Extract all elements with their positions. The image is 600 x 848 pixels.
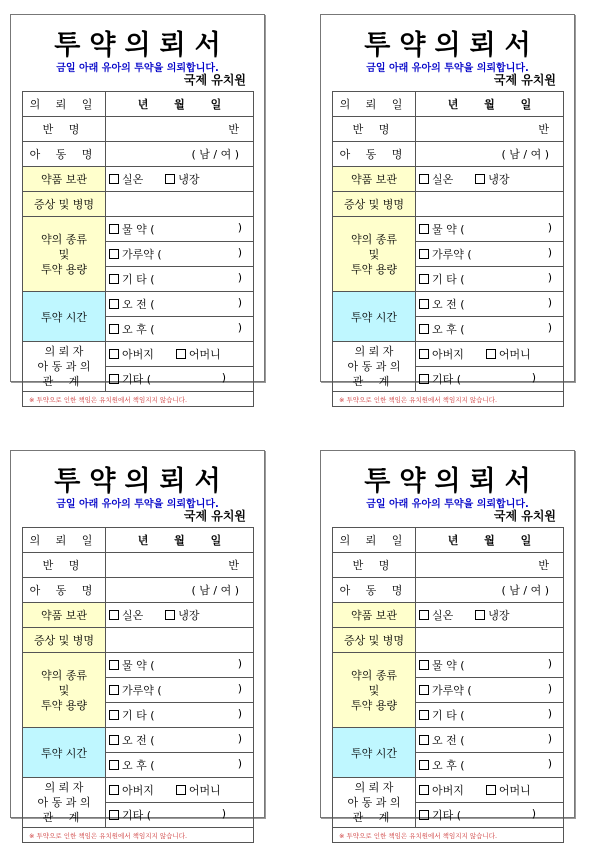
storage-options [416, 167, 564, 192]
checkbox-icon [419, 710, 429, 720]
checkbox-icon [419, 299, 429, 309]
child-name-label: 아 동 명 [333, 142, 416, 167]
medication-request-form-4 [320, 450, 575, 840]
relation-label: 의 뢰 자 아 동 과 의 관 계 [23, 342, 106, 392]
checkbox-icon [176, 349, 186, 359]
relation-label: 의 뢰 자 아 동 과 의 관 계 [333, 778, 416, 828]
checkbox-icon [109, 785, 119, 795]
relation-other-option[interactable]: 기타 ( ) [416, 803, 564, 828]
checkbox-icon [109, 374, 119, 384]
checkbox-icon [109, 760, 119, 770]
checkbox-icon [419, 374, 429, 384]
time-am-option[interactable]: 오 전 ( ) [106, 292, 254, 317]
checkbox-icon [109, 710, 119, 720]
storage-options [416, 603, 564, 628]
relation-father-option[interactable]: 아버지 [419, 346, 464, 362]
relation-parent-options [416, 778, 564, 803]
class-label: 반 명 [23, 117, 106, 142]
checkbox-icon [109, 735, 119, 745]
relation-mother-option[interactable]: 어머니 [176, 346, 221, 362]
time-label: 투약 시간 [333, 292, 416, 342]
checkbox-icon [419, 785, 429, 795]
form-subtitle: 금일 아래 유아의 투약을 의뢰합니다. [56, 63, 219, 74]
footnote: ※ 투약으로 인한 책임은 유치원에서 책임지지 않습니다. [23, 392, 254, 407]
relation-other-option[interactable]: 기타 ( ) [416, 367, 564, 392]
storage-fridge-option[interactable]: 냉장 [475, 607, 509, 623]
med-type-label: 약의 종류 및 투약 용량 [23, 217, 106, 292]
checkbox-icon [109, 810, 119, 820]
checkbox-icon [419, 249, 429, 259]
time-label: 투약 시간 [23, 728, 106, 778]
request-date-label: 의 뢰 일 [333, 92, 416, 117]
checkbox-icon [109, 685, 119, 695]
child-name-field[interactable]: ( 남 / 여 ) [106, 578, 254, 603]
med-liquid-option[interactable]: 물 약 ( ) [416, 217, 564, 242]
time-pm-option[interactable]: 오 후 ( ) [106, 753, 254, 778]
symptom-field[interactable] [106, 192, 254, 217]
checkbox-icon [165, 174, 175, 184]
child-name-label: 아 동 명 [23, 142, 106, 167]
kindergarten-name: 국제 유치원 [493, 73, 556, 87]
time-pm-option[interactable]: 오 후 ( ) [416, 753, 564, 778]
medication-request-form-3 [10, 450, 265, 840]
symptom-label: 증상 및 병명 [23, 192, 106, 217]
symptom-label: 증상 및 병명 [333, 628, 416, 653]
storage-label: 약품 보관 [23, 167, 106, 192]
checkbox-icon [109, 249, 119, 259]
storage-room-temp-option[interactable]: 실온 [419, 171, 453, 187]
checkbox-icon [165, 610, 175, 620]
med-type-label: 약의 종류 및 투약 용량 [23, 653, 106, 728]
checkbox-icon [109, 274, 119, 284]
child-name-field[interactable]: ( 남 / 여 ) [416, 578, 564, 603]
symptom-label: 증상 및 병명 [333, 192, 416, 217]
checkbox-icon [109, 660, 119, 670]
checkbox-icon [176, 785, 186, 795]
time-am-option[interactable]: 오 전 ( ) [106, 728, 254, 753]
class-label: 반 명 [333, 117, 416, 142]
checkbox-icon [109, 610, 119, 620]
request-table [22, 527, 254, 843]
relation-label: 의 뢰 자 아 동 과 의 관 계 [23, 778, 106, 828]
relation-parent-options [416, 342, 564, 367]
form-subtitle: 금일 아래 유아의 투약을 의뢰합니다. [56, 499, 219, 510]
relation-father-option[interactable]: 아버지 [419, 782, 464, 798]
checkbox-icon [419, 274, 429, 284]
class-field[interactable]: 반 [106, 117, 254, 142]
storage-label: 약품 보관 [23, 603, 106, 628]
checkbox-icon [419, 760, 429, 770]
class-label: 반 명 [23, 553, 106, 578]
checkbox-icon [419, 810, 429, 820]
footnote: ※ 투약으로 인한 책임은 유치원에서 책임지지 않습니다. [333, 828, 564, 843]
med-powder-option[interactable]: 가루약 ( ) [416, 242, 564, 267]
med-type-label: 약의 종류 및 투약 용량 [333, 653, 416, 728]
med-liquid-option[interactable]: 물 약 ( ) [106, 653, 254, 678]
med-powder-option[interactable]: 가루약 ( ) [106, 242, 254, 267]
form-subtitle: 금일 아래 유아의 투약을 의뢰합니다. [366, 499, 529, 510]
storage-room-temp-option[interactable]: 실온 [109, 171, 143, 187]
checkbox-icon [109, 349, 119, 359]
storage-room-temp-option[interactable]: 실온 [419, 607, 453, 623]
request-table [332, 527, 564, 843]
kindergarten-name: 국제 유치원 [493, 509, 556, 523]
checkbox-icon [419, 349, 429, 359]
relation-label: 의 뢰 자 아 동 과 의 관 계 [333, 342, 416, 392]
storage-label: 약품 보관 [333, 603, 416, 628]
storage-label: 약품 보관 [333, 167, 416, 192]
child-name-field[interactable]: ( 남 / 여 ) [416, 142, 564, 167]
med-liquid-option[interactable]: 물 약 ( ) [416, 653, 564, 678]
checkbox-icon [419, 324, 429, 334]
storage-room-temp-option[interactable]: 실온 [109, 607, 143, 623]
request-date-label: 의 뢰 일 [23, 92, 106, 117]
child-name-label: 아 동 명 [333, 578, 416, 603]
checkbox-icon [419, 735, 429, 745]
medication-request-form-2 [320, 14, 575, 404]
relation-mother-option[interactable]: 어머니 [486, 346, 531, 362]
storage-fridge-option[interactable]: 냉장 [165, 607, 199, 623]
symptom-label: 증상 및 병명 [23, 628, 106, 653]
form-subtitle: 금일 아래 유아의 투약을 의뢰합니다. [366, 63, 529, 74]
time-label: 투약 시간 [333, 728, 416, 778]
checkbox-icon [109, 174, 119, 184]
request-date-label: 의 뢰 일 [333, 528, 416, 553]
med-other-option[interactable]: 기 타 ( ) [106, 703, 254, 728]
checkbox-icon [475, 610, 485, 620]
med-powder-option[interactable]: 가루약 ( ) [416, 678, 564, 703]
med-powder-option[interactable]: 가루약 ( ) [106, 678, 254, 703]
checkbox-icon [486, 349, 496, 359]
class-field[interactable]: 반 [106, 553, 254, 578]
checkbox-icon [109, 224, 119, 234]
request-table [22, 91, 254, 407]
class-field[interactable]: 반 [416, 117, 564, 142]
checkbox-icon [419, 660, 429, 670]
checkbox-icon [475, 174, 485, 184]
med-type-label: 약의 종류 및 투약 용량 [333, 217, 416, 292]
checkbox-icon [486, 785, 496, 795]
relation-father-option[interactable]: 아버지 [109, 346, 154, 362]
relation-father-option[interactable]: 아버지 [109, 782, 154, 798]
time-am-option[interactable]: 오 전 ( ) [416, 292, 564, 317]
storage-fridge-option[interactable]: 냉장 [165, 171, 199, 187]
checkbox-icon [109, 299, 119, 309]
relation-mother-option[interactable]: 어머니 [176, 782, 221, 798]
symptom-field[interactable] [416, 192, 564, 217]
symptom-field[interactable] [106, 628, 254, 653]
footnote: ※ 투약으로 인한 책임은 유치원에서 책임지지 않습니다. [333, 392, 564, 407]
request-table [332, 91, 564, 407]
storage-fridge-option[interactable]: 냉장 [475, 171, 509, 187]
time-am-option[interactable]: 오 전 ( ) [416, 728, 564, 753]
med-other-option[interactable]: 기 타 ( ) [416, 267, 564, 292]
request-date-field[interactable]: 년 월 일 [416, 528, 564, 553]
storage-options [106, 603, 254, 628]
checkbox-icon [419, 174, 429, 184]
relation-other-option[interactable]: 기타 ( ) [106, 367, 254, 392]
request-date-field[interactable]: 년 월 일 [106, 92, 254, 117]
form-title: 투약의뢰서 [54, 30, 230, 61]
med-other-option[interactable]: 기 타 ( ) [416, 703, 564, 728]
checkbox-icon [109, 324, 119, 334]
time-pm-option[interactable]: 오 후 ( ) [416, 317, 564, 342]
checkbox-icon [419, 610, 429, 620]
time-label: 투약 시간 [23, 292, 106, 342]
request-date-field[interactable]: 년 월 일 [416, 92, 564, 117]
kindergarten-name: 국제 유치원 [183, 509, 246, 523]
med-liquid-option[interactable]: 물 약 ( ) [106, 217, 254, 242]
relation-mother-option[interactable]: 어머니 [486, 782, 531, 798]
child-name-field[interactable]: ( 남 / 여 ) [106, 142, 254, 167]
class-field[interactable]: 반 [416, 553, 564, 578]
form-title: 투약의뢰서 [364, 30, 540, 61]
storage-options [106, 167, 254, 192]
relation-other-option[interactable]: 기타 ( ) [106, 803, 254, 828]
form-title: 투약의뢰서 [364, 466, 540, 497]
footnote: ※ 투약으로 인한 책임은 유치원에서 책임지지 않습니다. [23, 828, 254, 843]
checkbox-icon [419, 685, 429, 695]
medication-request-form-1 [10, 14, 265, 404]
kindergarten-name: 국제 유치원 [183, 73, 246, 87]
relation-parent-options [106, 778, 254, 803]
med-other-option[interactable]: 기 타 ( ) [106, 267, 254, 292]
child-name-label: 아 동 명 [23, 578, 106, 603]
symptom-field[interactable] [416, 628, 564, 653]
time-pm-option[interactable]: 오 후 ( ) [106, 317, 254, 342]
checkbox-icon [419, 224, 429, 234]
form-title: 투약의뢰서 [54, 466, 230, 497]
relation-parent-options [106, 342, 254, 367]
request-date-field[interactable]: 년 월 일 [106, 528, 254, 553]
request-date-label: 의 뢰 일 [23, 528, 106, 553]
class-label: 반 명 [333, 553, 416, 578]
